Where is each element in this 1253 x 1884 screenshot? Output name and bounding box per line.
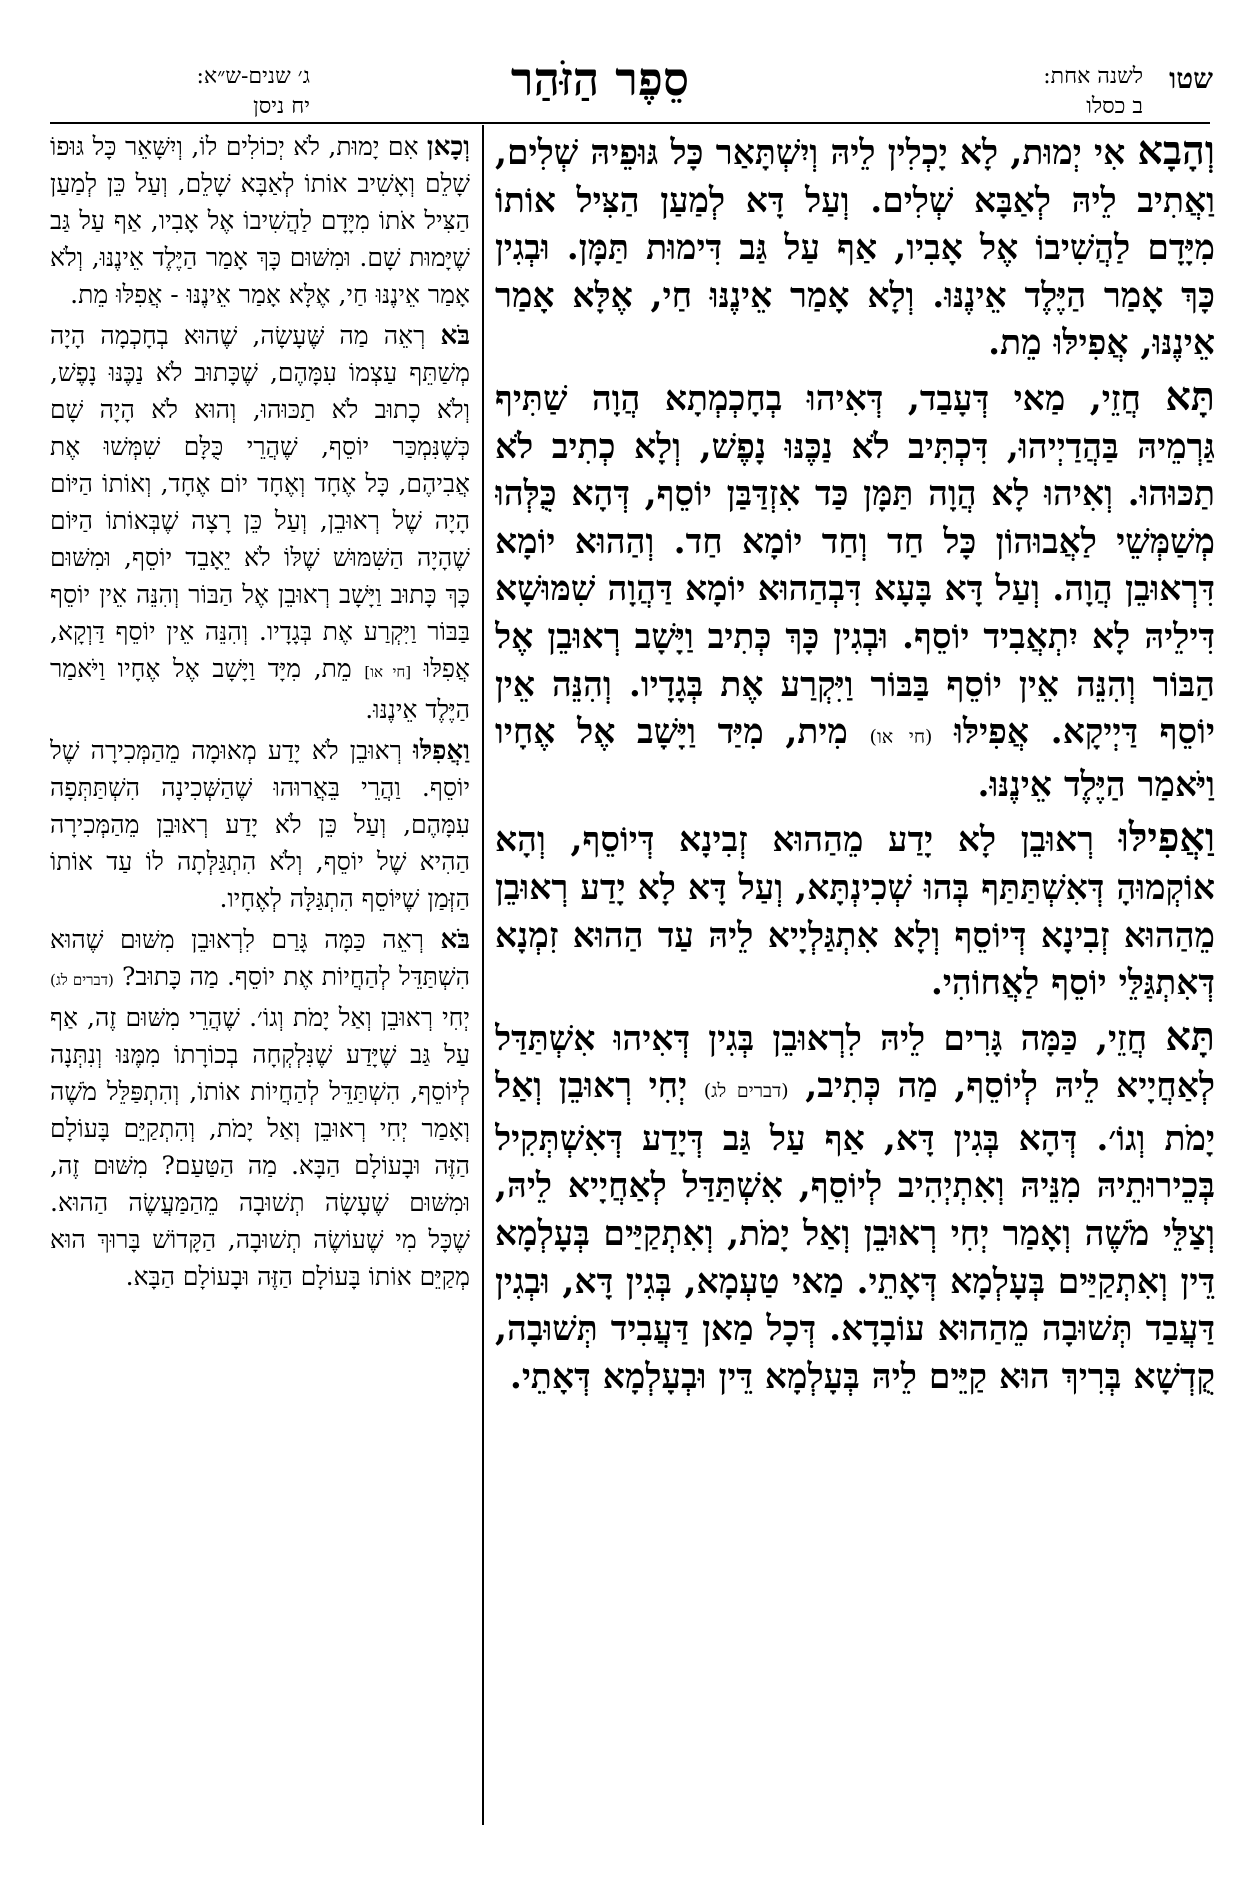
citation: (חי או) — [869, 726, 933, 749]
schedule-date: ב כסלו — [1086, 94, 1143, 119]
page-number: שטו — [1169, 62, 1213, 95]
lead-word: וְכָאן — [426, 131, 470, 162]
citation: (דברים לג) — [50, 971, 114, 989]
lead-word: וַאֲפִלּוּ — [413, 735, 470, 766]
paragraph-text: רְאוּבֵן לָא יָדַע מֵהַהוּא זְבִינָא דְּיוֹסֵף, וְהָא אוֹקְמוּהָ דְּאִשְׁתַּתַּף בְּהוּ שְׁכִינְתָּא, וְעַל דָּא לָא יָדַע רְאוּבֵן מֵהַהוּא זְבִינָא דְּיוֹסֵף וְלָא אִתְגַּלְיָיא לֵיהּ עַד הַהוּא זִמְנָא דְּאִתְגַּלֵּי יוֹסֵף לַאֲחוֹהִי. — [495, 820, 1215, 1004]
paragraph-text: חֲזֵי, מַאי דְּעָבַד, דְּאִיהוּ בְחָכְמְתָא הֲוָה שַׁתִּיף גַּרְמֵיהּ בַּהֲדַיְיהוּ, דִּכְתִּיב לֹא נַכֶּנּוּ נָפֶשׁ, וְלָא כְתִיב לֹא תַכּוּהוּ. וְאִיהוּ לָא הֲוָה תַּמָּן כַּד אִזְדַּבַּן יוֹסֵף, דְּהָא כֻּלְּהוּ מְשַׁמְּשֵׁי לַאֲבוּהוֹן כָּל חַד וְחַד יוֹמָא חַד. וְהַהוּא יוֹמָא דִּרְאוּבֵן הֲוָה. וְעַל דָּא בָּעָא דִּבְהַהוּא יוֹמָא דַּהֲוָה שִׁמּוּשָׁא דִּילֵיהּ לָא יִתְאֲבִיד יוֹסֵף. וּבְגִין כָּךְ כְּתִיב וַיָּשָׁב רְאוּבֵן אֶל הַבּוֹר וְהִנֵּה אֵין יוֹסֵף בַּבּוֹר וַיִּקְרַע אֶת בְּגָדָיו. וְהִנֵּה אֵין יוֹסֵף דַּיְיקָא. אֲפִילּוּ — [495, 378, 1215, 753]
paragraph-text: חֲזֵי, כַּמָּה גָּרִים לֵיהּ לִרְאוּבֵן בְּגִין דְּאִיהוּ אִשְׁתַּדַּל לְאַחֲיָיא לֵיהּ לְיוֹסֵף, מַה כְּתִיב, — [495, 1018, 1215, 1107]
paragraph-text: מִית, מִיַּד וַיָּשָׁב אֶל אֶחָיו וַיֹּאמַר הַיֶּלֶד אֵינֶנּוּ. — [495, 712, 1215, 805]
main-paragraph-3 — [495, 815, 1215, 1007]
header-divider — [50, 122, 1210, 124]
side-paragraph-1 — [50, 128, 470, 313]
side-paragraph-2 — [50, 317, 470, 728]
cycle-label: ג׳ שנים-ש״א: — [196, 64, 310, 89]
lead-word: תָּא — [1165, 373, 1215, 420]
page-header — [0, 0, 1253, 119]
hebrew-translation-column — [50, 128, 470, 1828]
paragraph-text: אִי יְמוּת, לָא יָכְלִין לֵיהּ וְיִשְׁתָּאַר כָּל גּוּפֵיהּ שְׁלִים, וַאֲתִיב לֵיהּ לְאַבָּא שְׁלִים. וְעַל דָּא לְמַעַן הַצִּיל אוֹתוֹ מִיָּדָם לַהֲשִׁיבוֹ אֶל אָבִיו, אַף עַל גַּב דִּימוּת תַּמָּן. וּבְגִין כָּךְ אָמַר הַיֶּלֶד אֵינֶנּוּ. וְלָא אָמַר אֵינֶנּוּ חַי, אֶלָּא אָמַר אֵינֶנּוּ, אֲפִילּוּ מֵת. — [495, 133, 1215, 364]
schedule-label: לשנה אחת: — [1043, 64, 1143, 89]
paragraph-text: יְחִי רְאוּבֵן וְאַל יָמֹת וְגוֹ׳. שֶׁהֲרֵי מִשּׁוּם זֶה, אַף עַל גַּב שֶׁיָּדַע שֶׁנִּלְקְחָה בְכוֹרָתוֹ מִמֶּנּוּ וְנִתְּנָה לְיוֹסֵף, הִשְׁתַּדֵּל לְהַחֲיוֹת אוֹתוֹ, וְהִתְפַּלֵּל מֹשֶׁה וְאָמַר יְחִי רְאוּבֵן וְאַל יָמֹת, וְהִתְקַיֵּם בָּעוֹלָם הַזֶּה וּבָעוֹלָם הַבָּא. מַה הַטַּעַם? מִשּׁוּם זֶה, וּמִשּׁוּם שֶׁעָשָׂה תְשׁוּבָה מֵהַמַּעֲשֶׂה הַהוּא. שֶׁכָּל מִי שֶׁעוֹשֶׂה תְשׁוּבָה, הַקָּדוֹשׁ בָּרוּךְ הוּא מְקַיֵּם אוֹתוֹ בָּעוֹלָם הַזֶּה וּבָעוֹלָם הַבָּא. — [50, 1003, 470, 1291]
side-paragraph-4 — [50, 921, 470, 1295]
daily-schedule — [963, 62, 1143, 122]
lead-word: בֹּא — [440, 320, 470, 351]
paragraph-text: אִם יָמוּת, לֹא יְכוֹלִים לוֹ, וְיִשָּׁאֵר כָּל גּוּפוֹ שָׁלֵם וְאָשִׁיב אוֹתוֹ לְאַבָּא שָׁלֵם, וְעַל כֵּן לְמַעַן הַצִּיל אֹתוֹ מִיָּדָם לַהֲשִׁיבוֹ אֶל אָבִיו, אַף עַל גַּב שֶׁיָּמוּת שָׁם. וּמִשּׁוּם כָּךְ אָמַר הַיֶּלֶד אֵינֶנּוּ, וְלֹא אָמַר אֵינֶנּוּ חַי, אֶלָּא אָמַר אֵינֶנּוּ - אֲפִלּוּ מֵת. — [50, 132, 470, 309]
paragraph-text: רְאוּבֵן לֹא יָדַע מְאוּמָה מֵהַמְּכִירָה שֶׁל יוֹסֵף. וַהֲרֵי בֵּאֲרוּהוּ שֶׁהַשְּׁכִינָה הִשְׁתַּתְּפָה עִמָּהֶם, וְעַל כֵּן לֹא יָדַע רְאוּבֵן מֵהַמְּכִירָה הַהִיא שֶׁל יוֹסֵף, וְלֹא הִתְגַּלְּתָה לוֹ עַד אוֹתוֹ הַזְּמַן שֶׁיּוֹסֵף הִתְגַּלָּה לְאֶחָיו. — [50, 736, 470, 913]
main-paragraph-2 — [495, 374, 1215, 809]
citation: [חי או] — [364, 663, 412, 681]
main-paragraph-4 — [495, 1014, 1215, 1402]
main-paragraph-1 — [495, 128, 1215, 368]
paragraph-text: יְחִי רְאוּבֵן וְאַל יָמֹת וְגוֹ׳. דְּהָא בְּגִין דָּא, אַף עַל גַּב דְּיָדַע דְּאִשְׁתְּקִיל בְּכֵירוּתֵיהּ מִנֵּיהּ וְאִתְיְהִיב לְיוֹסֵף, אִשְׁתַּדַּל לְאַחֲיָיא לֵיהּ, וְצַלֵּי מֹשֶׁה וְאָמַר יְחִי רְאוּבֵן וְאַל יָמֹת, וְאִתְקַיַּים בְּעָלְמָא דֵּין וְאִתְקַיַּים בְּעָלְמָא דְּאָתֵי. מַאי טַעְמָא, בְּגִין דָּא, וּבְגִין דַּעֲבַד תְּשׁוּבָה מֵהַהוּא עוֹבָדָא. דְּכָל מַאן דַּעֲבִיד תְּשׁוּבָה, קֻדְשָׁא בְּרִיךְ הוּא קַיֵּים לֵיהּ בְּעָלְמָא דֵּין וּבְעָלְמָא דְּאָתֵי. — [495, 1066, 1215, 1397]
cycle-date: יח ניסן — [253, 94, 310, 119]
cycle-schedule — [50, 62, 310, 122]
side-paragraph-3 — [50, 732, 470, 917]
citation: (דברים לג) — [703, 1080, 789, 1103]
lead-word: וְהָבָא — [1137, 128, 1215, 174]
paragraph-text: רְאֵה כַּמָּה גָּרַם לִרְאוּבֵן מִשּׁוּם שֶׁהוּא הִשְׁתַּדֵּל לְהַחֲיוֹת אֶת יוֹסֵף. מַה כָּתוּב? — [50, 925, 470, 991]
lead-word: בֹּא — [440, 924, 470, 955]
aramaic-column — [495, 128, 1215, 1808]
page-title: סֵפֶר הַזֹּהַר — [510, 52, 690, 106]
paragraph-text: רְאֵה מַה שֶּׁעָשָׂה, שֶׁהוּא בְחָכְמָה הָיָה מְשַׁתֵּף עַצְמוֹ עִמָּהֶם, שֶׁכָּתוּב לֹא נַכֶּנּוּ נָפֶשׁ, וְלֹא כָתוּב לֹא תַכּוּהוּ, וְהוּא לֹא הָיָה שָׁם כְּשֶׁנִּמְכַּר יוֹסֵף, שֶׁהֲרֵי כֻּלָּם שִׁמְּשׁוּ אֶת אֲבִיהֶם, כָּל אֶחָד וְאֶחָד יוֹם אֶחָד, וְאוֹתוֹ הַיּוֹם הָיָה שֶׁל רְאוּבֵן, וְעַל כֵּן רָצָה שֶׁבְּאוֹתוֹ הַיּוֹם שֶׁהָיָה הַשִּׁמּוּשׁ שֶׁלּוֹ לֹא יֵאָבֵד יוֹסֵף, וּמִשּׁוּם כָּךְ כָּתוּב וַיָּשָׁב רְאוּבֵן אֶל הַבּוֹר וְהִנֵּה אֵין יוֹסֵף בַּבּוֹר וַיִּקְרַע אֶת בְּגָדָיו. וְהִנֵּה אֵין יוֹסֵף דַּוְקָא, אֲפִלּוּ — [50, 321, 470, 683]
lead-word: וַאֲפִילּוּ — [1118, 815, 1215, 862]
column-divider — [482, 125, 484, 1825]
paragraph-text: מֵת, מִיָּד וַיָּשָׁב אֶל אֶחָיו וַיֹּאמַר הַיֶּלֶד אֵינֶנּוּ. — [50, 654, 470, 724]
lead-word: תָּא — [1165, 1013, 1215, 1060]
